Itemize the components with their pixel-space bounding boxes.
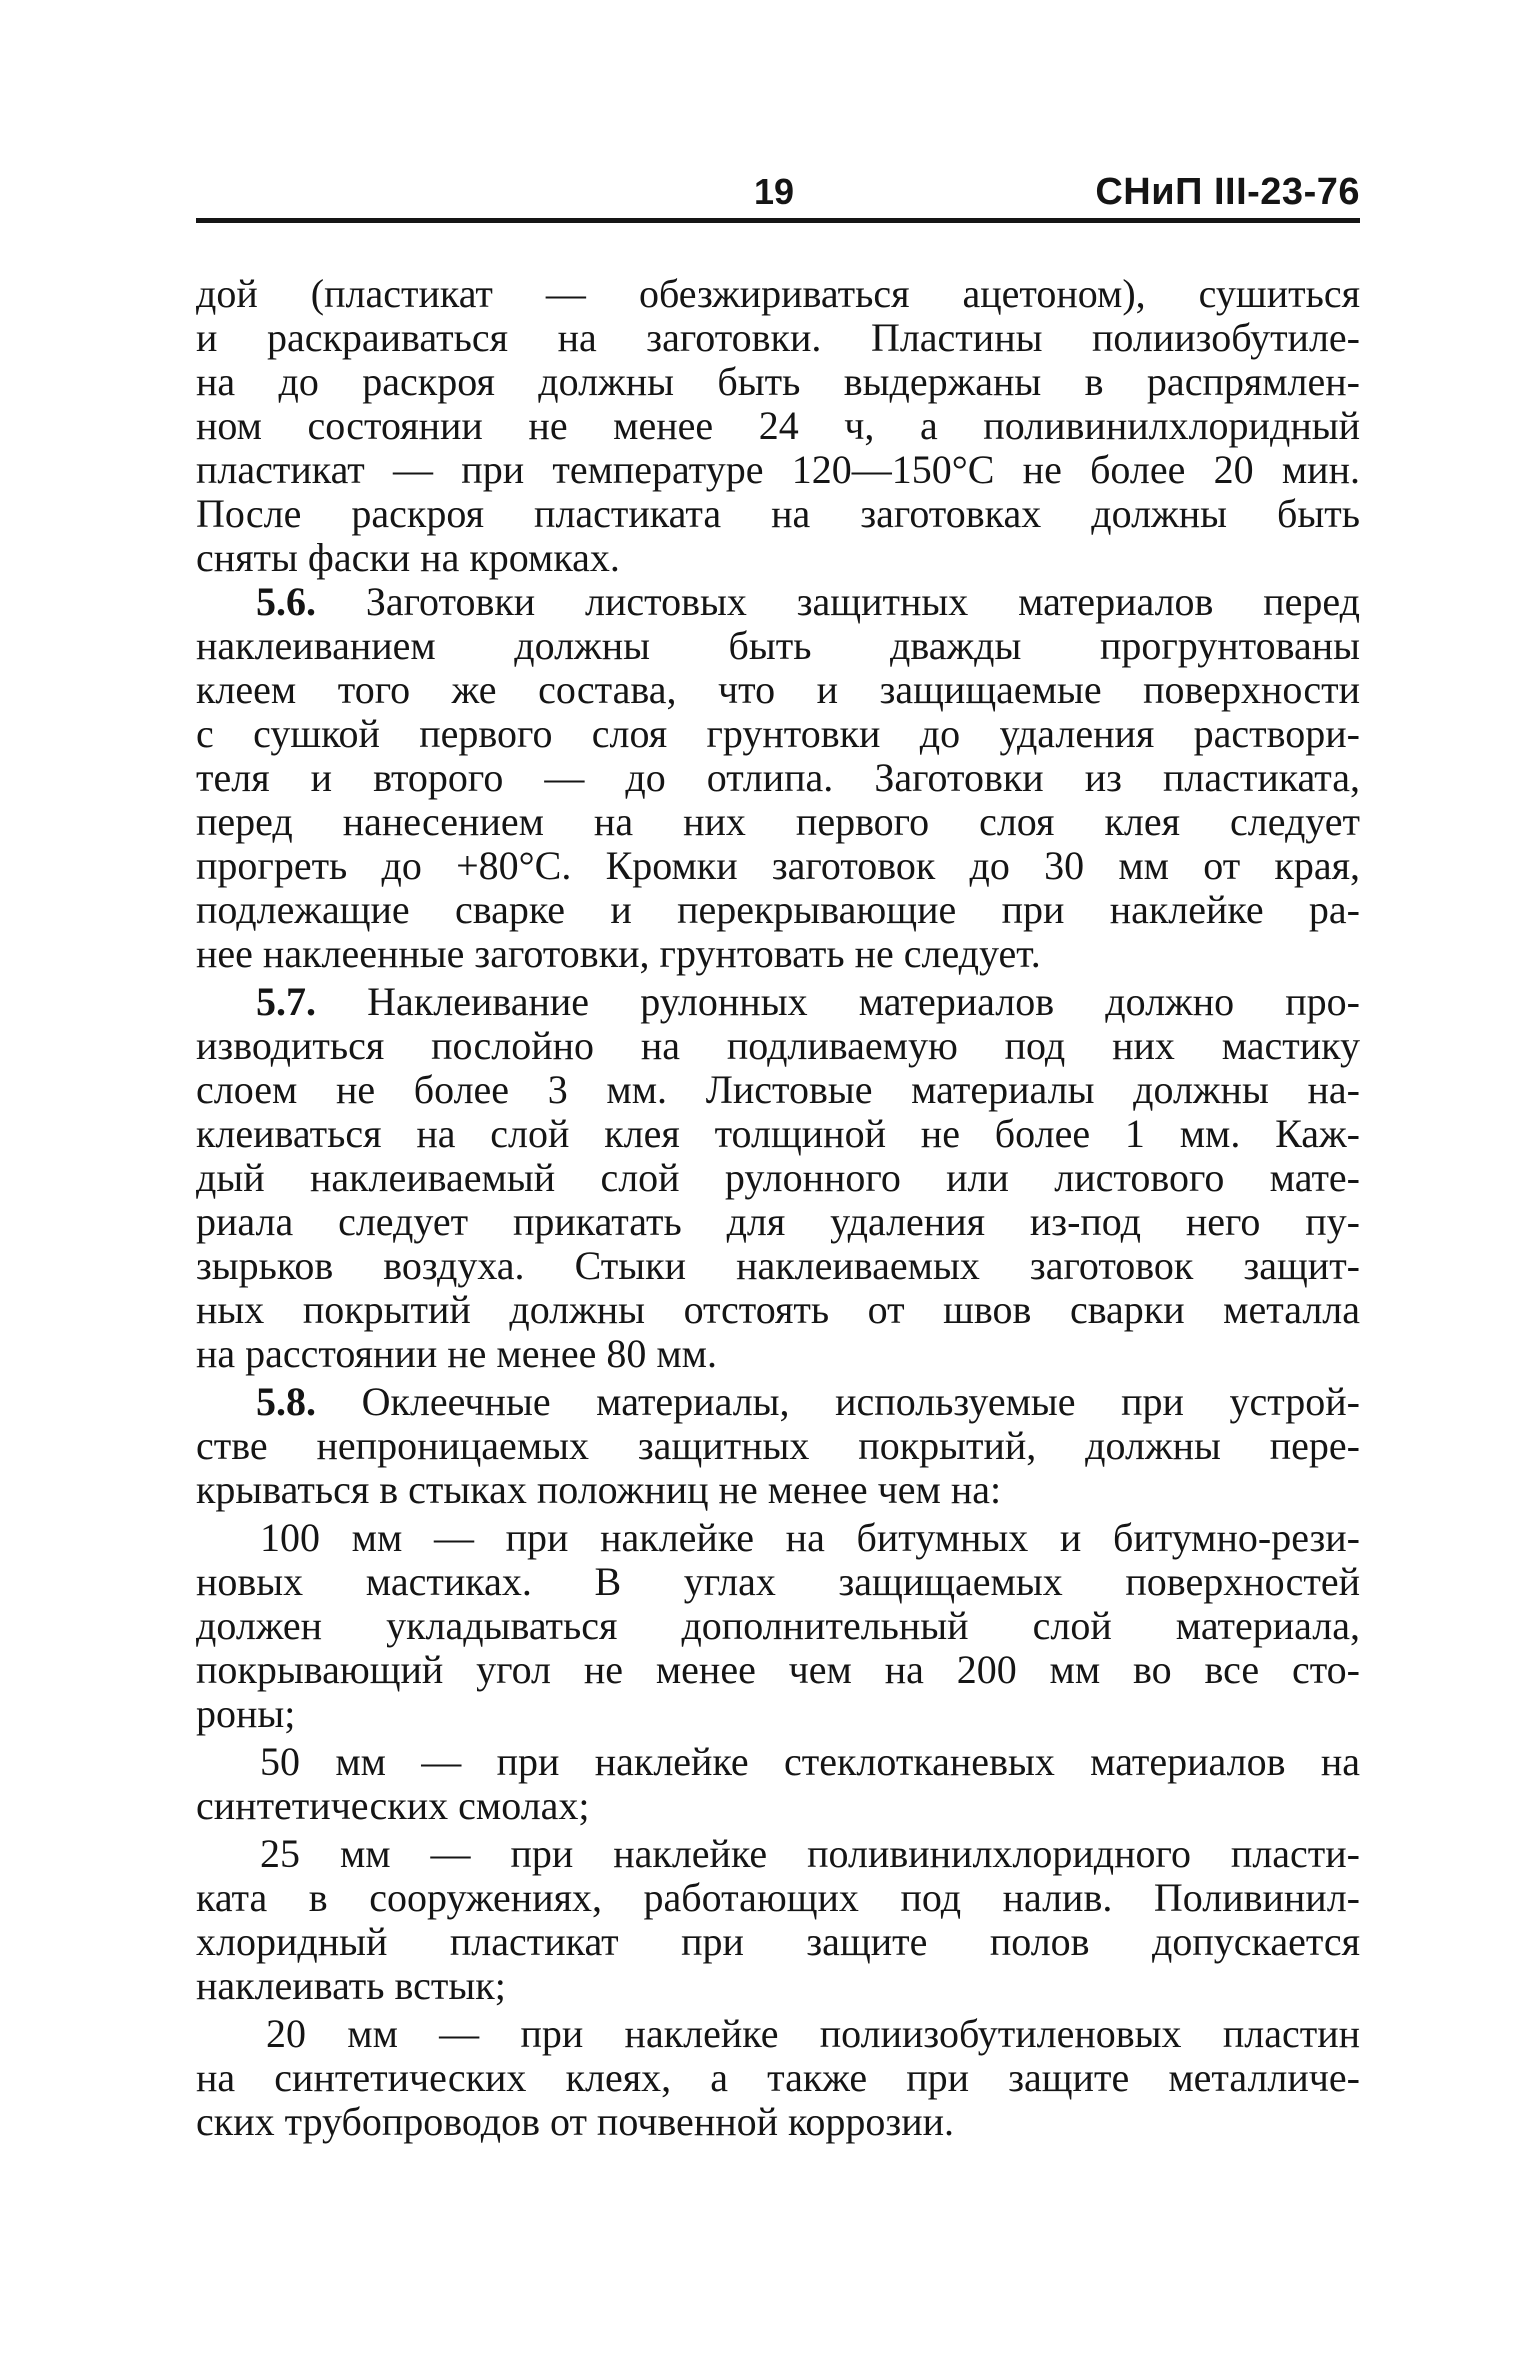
text-line: После раскроя пластиката на заготовках должны быть xyxy=(196,491,1360,536)
text-line: должен укладываться дополнительный слой материала, xyxy=(196,1603,1360,1648)
text-line: синтетических смолах; xyxy=(196,1783,590,1828)
text-line: нее наклеенные заготовки, грунтовать не следует. xyxy=(196,931,1041,976)
document-code: СНиП III-23-76 xyxy=(1095,171,1360,213)
page-header xyxy=(196,170,1360,222)
section-number: 5.7. xyxy=(256,979,316,1024)
text-line: пластикат — при температуре 120—150°С не более 20 мин. xyxy=(196,447,1360,492)
text-line: крываться в стыках положниц не менее чем на: xyxy=(196,1467,1002,1512)
text-line: на расстоянии не менее 80 мм. xyxy=(196,1331,717,1376)
text-line: и раскраиваться на заготовки. Пластины полиизобутиле- xyxy=(196,315,1360,360)
section-5-7-first-line xyxy=(196,980,1360,1024)
text-line: Заготовки листовых защитных материалов перед xyxy=(365,579,1360,624)
text-line: теля и второго — до отлипа. Заготовки из пластиката, xyxy=(196,755,1360,800)
text-line: хлоридный пластикат при защите полов допускается xyxy=(196,1919,1360,1964)
text-line: ном состоянии не менее 24 ч, а поливинилхлоридный xyxy=(196,403,1360,448)
text-line: клеем того же состава, что и защищаемые поверхности xyxy=(196,667,1360,712)
list-item-50mm: 50 мм — при наклейке стеклотканевых материалов на xyxy=(260,1739,1360,1784)
text-line: подлежащие сварке и перекрывающие при наклейке ра- xyxy=(196,887,1360,932)
page-number: 19 xyxy=(754,171,795,212)
text-line: на синтетических клеях, а также при защите металличе- xyxy=(196,2055,1360,2100)
text-line: дой (пластикат — обезжириваться ацетоном), сушиться xyxy=(196,271,1360,316)
section-5-8-first-line xyxy=(196,1380,1360,1424)
list-item-100mm: 100 мм — при наклейке на битумных и битумно-рези- xyxy=(260,1515,1360,1560)
section-number: 5.8. xyxy=(256,1379,316,1424)
text-line: Наклеивание рулонных материалов должно про- xyxy=(367,979,1360,1024)
text-line: стве непроницаемых защитных покрытий, должны пере- xyxy=(196,1423,1360,1468)
text-line: наклеиванием должны быть дважды прогрунтованы xyxy=(196,623,1360,668)
text-line: клеиваться на слой клея толщиной не более 1 мм. Каж- xyxy=(196,1111,1360,1156)
section-5-6-first-line xyxy=(196,580,1360,624)
header-rule xyxy=(196,218,1360,223)
text-line: ных покрытий должны отстоять от швов сварки металла xyxy=(196,1287,1360,1332)
text-line: изводиться послойно на подливаемую под них мастику xyxy=(196,1023,1360,1068)
text-line: ката в сооружениях, работающих под налив. Поливинил- xyxy=(196,1875,1360,1920)
text-line: с сушкой первого слоя грунтовки до удаления раствори- xyxy=(196,711,1360,756)
text-line: риала следует прикатать для удаления из-под него пу- xyxy=(196,1199,1360,1244)
text-line: дый наклеиваемый слой рулонного или листового мате- xyxy=(196,1155,1360,1200)
section-number: 5.6. xyxy=(256,579,316,624)
text-line: Оклеечные материалы, используемые при устрой- xyxy=(361,1379,1361,1424)
text-line: на до раскроя должны быть выдержаны в распрямлен- xyxy=(196,359,1360,404)
text-line: новых мастиках. В углах защищаемых поверхностей xyxy=(196,1559,1360,1604)
text-line: роны; xyxy=(196,1691,296,1736)
text-line: ских трубопроводов от почвенной коррозии. xyxy=(196,2099,955,2144)
list-item-25mm: 25 мм — при наклейке поливинилхлоридного пласти- xyxy=(260,1831,1360,1876)
text-line: зырьков воздуха. Стыки наклеиваемых заготовок защит- xyxy=(196,1243,1360,1288)
text-line: покрывающий угол не менее чем на 200 мм во все сто- xyxy=(196,1647,1360,1692)
text-line: перед нанесением на них первого слоя клея следует xyxy=(196,799,1360,844)
text-line: слоем не более 3 мм. Листовые материалы должны на- xyxy=(196,1067,1360,1112)
text-line: сняты фаски на кромках. xyxy=(196,535,620,580)
list-item-20mm: 20 мм — при наклейке полиизобутиленовых пластин xyxy=(266,2011,1360,2056)
body-text xyxy=(196,272,1360,2144)
text-line: наклеивать встык; xyxy=(196,1963,506,2008)
text-line: прогреть до +80°С. Кромки заготовок до 30 мм от края, xyxy=(196,843,1360,888)
